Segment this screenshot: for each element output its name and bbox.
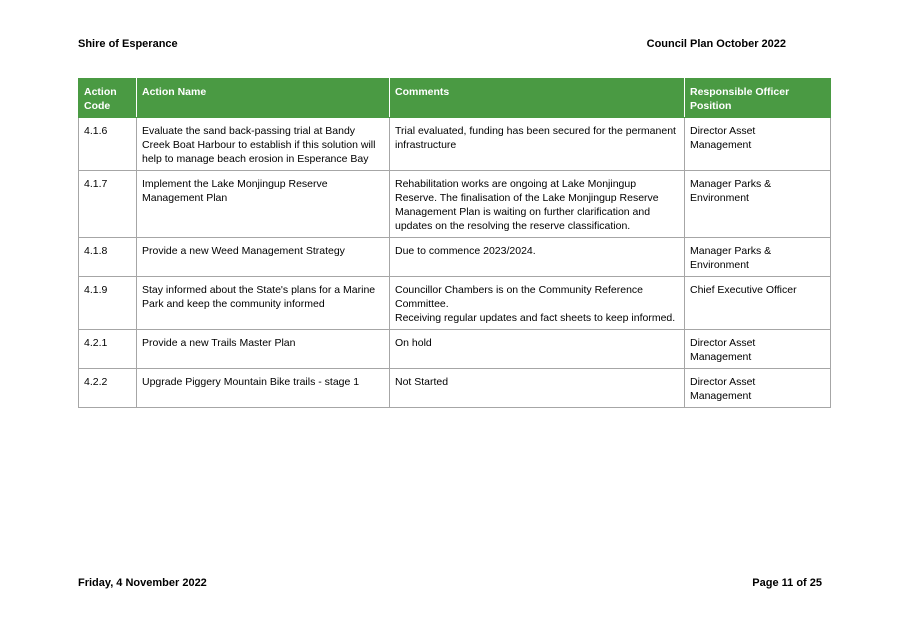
action-name-cell: Evaluate the sand back-passing trial at Bandy Creek Boat Harbour to establish if this solution will help to manage beach erosion in Esperance Bay <box>137 118 390 171</box>
column-header-action-code: Action Code <box>79 79 137 118</box>
officer-cell: Chief Executive Officer <box>685 277 831 330</box>
action-name-cell: Provide a new Weed Management Strategy <box>137 238 390 277</box>
action-code-cell: 4.1.6 <box>79 118 137 171</box>
table-header-row <box>79 79 831 118</box>
action-name-cell: Stay informed about the State's plans for a Marine Park and keep the community informed <box>137 277 390 330</box>
table-row <box>79 330 831 369</box>
table-row <box>79 118 831 171</box>
document-title: Council Plan October 2022 <box>646 38 786 50</box>
table-row <box>79 369 831 408</box>
organization-name: Shire of Esperance <box>78 38 178 50</box>
action-code-cell: 4.1.9 <box>79 277 137 330</box>
comments-cell: Not Started <box>390 369 685 408</box>
column-header-comments: Comments <box>390 79 685 118</box>
table-row <box>79 171 831 238</box>
table-row <box>79 238 831 277</box>
column-header-responsible-officer: Responsible Officer Position <box>685 79 831 118</box>
comments-cell: On hold <box>390 330 685 369</box>
action-code-cell: 4.1.8 <box>79 238 137 277</box>
table-row <box>79 277 831 330</box>
action-code-cell: 4.2.2 <box>79 369 137 408</box>
comments-cell: Rehabilitation works are ongoing at Lake Monjingup Reserve. The finalisation of the Lake Monjingup Reserve Management Plan is waiting on further clarification and updates on the resolving the reserve classification. <box>390 171 685 238</box>
action-name-cell: Upgrade Piggery Mountain Bike trails - stage 1 <box>137 369 390 408</box>
footer-date: Friday, 4 November 2022 <box>78 577 207 589</box>
action-name-cell: Implement the Lake Monjingup Reserve Management Plan <box>137 171 390 238</box>
officer-cell: Director Asset Management <box>685 369 831 408</box>
comments-cell: Trial evaluated, funding has been secured for the permanent infrastructure <box>390 118 685 171</box>
officer-cell: Director Asset Management <box>685 118 831 171</box>
officer-cell: Director Asset Management <box>685 330 831 369</box>
council-plan-table <box>78 78 831 408</box>
action-name-cell: Provide a new Trails Master Plan <box>137 330 390 369</box>
comments-cell: Councillor Chambers is on the Community Reference Committee. Receiving regular updates and fact sheets to keep informed. <box>390 277 685 330</box>
officer-cell: Manager Parks & Environment <box>685 238 831 277</box>
column-header-action-name: Action Name <box>137 79 390 118</box>
page-number: Page 11 of 25 <box>752 577 822 589</box>
officer-cell: Manager Parks & Environment <box>685 171 831 238</box>
action-code-cell: 4.1.7 <box>79 171 137 238</box>
action-code-cell: 4.2.1 <box>79 330 137 369</box>
comments-cell: Due to commence 2023/2024. <box>390 238 685 277</box>
